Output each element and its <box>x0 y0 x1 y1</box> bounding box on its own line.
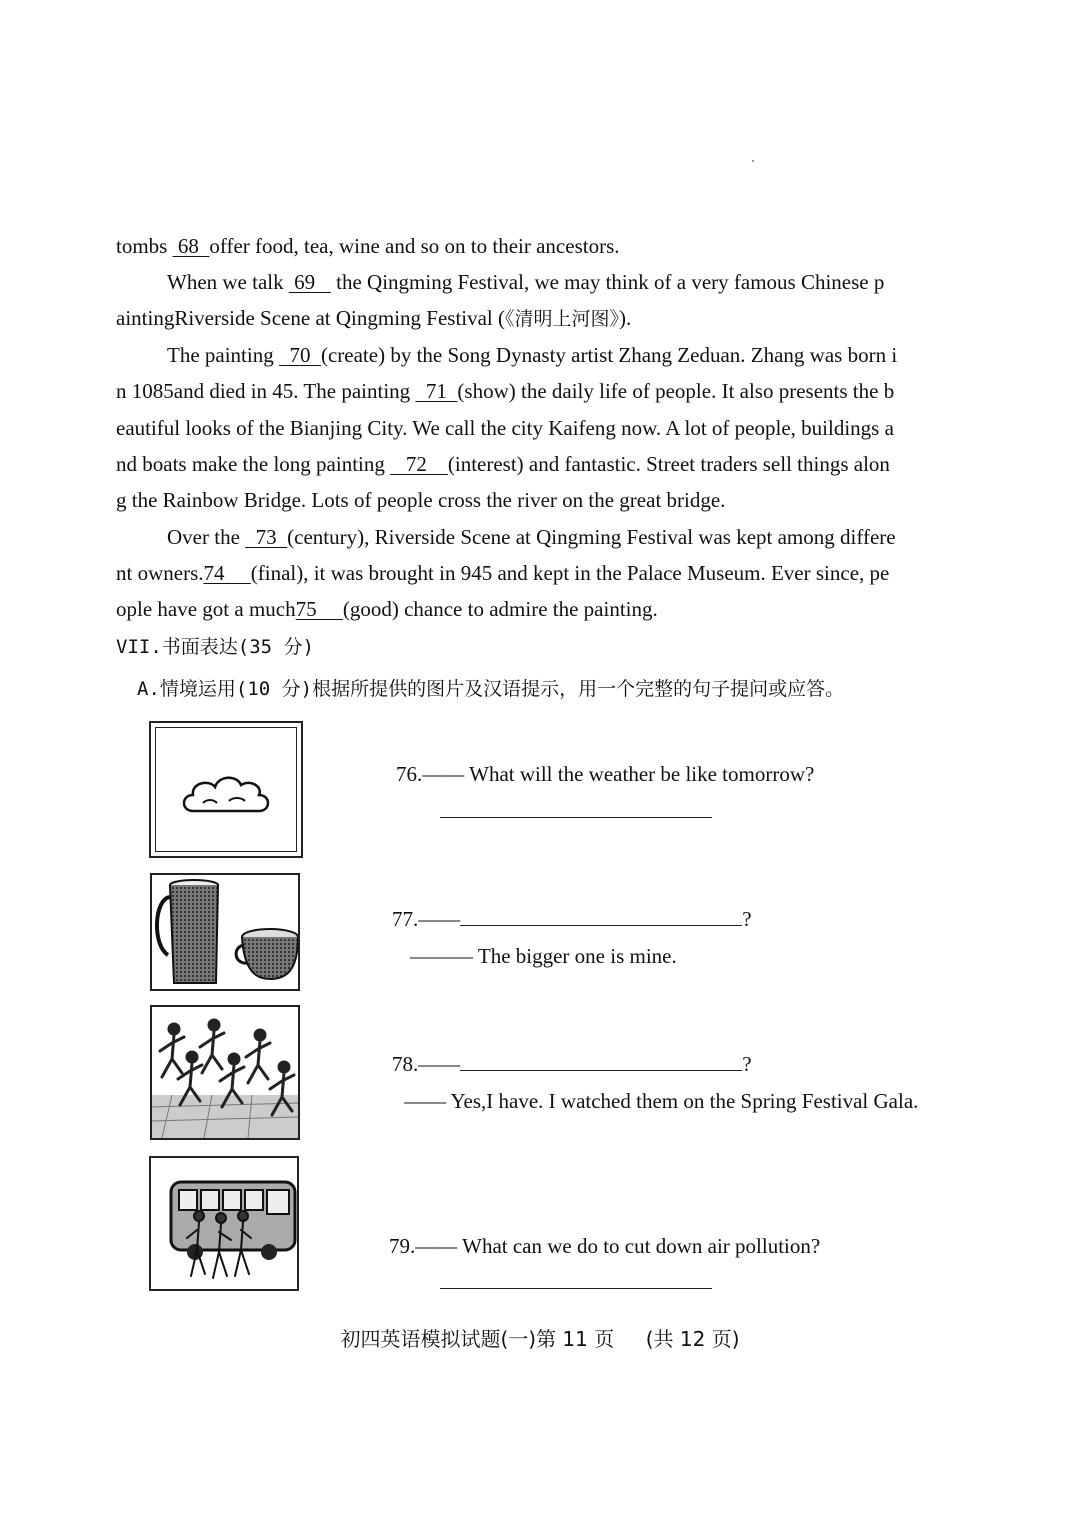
passage-line-8: g the Rainbow Bridge. Lots of people cross the river on the great bridge. <box>116 488 726 512</box>
question-76: 76.—— What will the weather be like tomorrow? <box>396 762 815 786</box>
answer-line-77[interactable] <box>460 907 742 926</box>
text-segment: The painting <box>167 343 279 367</box>
passage-line-9 <box>167 519 896 555</box>
answer-78: —— Yes,I have. I watched them on the Spring Festival Gala. <box>404 1089 919 1113</box>
text-segment: (create) by the Song Dynasty artist Zhang Zeduan. Zhang was born i <box>320 343 898 367</box>
cups-icon <box>152 875 298 989</box>
footer-total-pages: (共 12 页) <box>645 1327 740 1351</box>
footer-page-number: 初四英语模拟试题(一)第 11 页 <box>340 1327 615 1351</box>
page-footer <box>0 1323 1080 1352</box>
text-segment: nt owners. <box>116 561 204 585</box>
passage-line-6: eautiful looks of the Bianjing City. We call the city Kaifeng now. A lot of people, buildings a <box>116 416 894 440</box>
text-segment: When we talk <box>167 270 289 294</box>
text-segment: ). <box>619 306 632 330</box>
text-segment: the Qingming Festival, we may think of a very famous Chinese p <box>330 270 885 294</box>
text-segment: nd boats make the long painting <box>116 452 391 476</box>
text-segment: Over the <box>167 525 246 549</box>
text-segment: (good) chance to admire the painting. <box>342 597 658 621</box>
passage-line-2 <box>167 264 884 300</box>
passage-line-3 <box>116 300 631 337</box>
question-79: 79.—— What can we do to cut down air pollution? <box>389 1234 821 1258</box>
text-segment: ople have got a much <box>116 597 296 621</box>
passage-line-11 <box>116 591 658 627</box>
picture-frame-78 <box>150 1005 300 1140</box>
passage-line-4 <box>167 337 897 373</box>
chinese-title: 《清明上河图》 <box>505 308 620 330</box>
question-77 <box>392 907 752 932</box>
text-segment: tombs <box>116 234 173 258</box>
blank-68: 68 <box>172 234 210 258</box>
passage-line-7 <box>116 446 890 482</box>
text-segment: n 1085and died in 45. The painting <box>116 379 416 403</box>
blank-74: 74 <box>203 561 251 585</box>
bus-icon <box>151 1158 297 1289</box>
answer-line-76[interactable] <box>440 817 712 818</box>
text-segment: (show) the daily life of people. It also presents the b <box>457 379 895 403</box>
question-prefix: 78.—— <box>392 1052 461 1076</box>
text-segment: (final), it was brought in 945 and kept in the Palace Museum. Ever since, pe <box>250 561 890 585</box>
section-title: VII.书面表达(35 分) <box>116 636 314 658</box>
text-segment: (century), Riverside Scene at Qingming Festival was kept among differe <box>287 525 896 549</box>
blank-70: 70 <box>278 343 321 367</box>
passage-line-5 <box>116 373 894 409</box>
blank-71: 71 <box>415 379 458 403</box>
blank-75: 75 <box>295 597 343 621</box>
question-mark: ? <box>742 1052 752 1076</box>
text-segment: offer food, tea, wine and so on to their ancestors. <box>209 234 620 258</box>
dancers-icon <box>152 1007 298 1138</box>
question-78 <box>392 1052 752 1077</box>
picture-frame-77 <box>150 873 300 991</box>
blank-69: 69 <box>288 270 331 294</box>
answer-line-78[interactable] <box>460 1052 742 1071</box>
answer-line-79[interactable] <box>440 1288 712 1289</box>
picture-frame-76 <box>149 721 303 858</box>
answer-77: ——— The bigger one is mine. <box>410 944 677 968</box>
passage-line-10 <box>116 555 889 591</box>
section-subtitle: A.情境运用(10 分)根据所提供的图片及汉语提示，用一个完整的句子提问或应答。 <box>137 678 845 700</box>
blank-73: 73 <box>245 525 288 549</box>
scan-speck <box>752 160 754 162</box>
text-segment: aintingRiverside Scene at Qingming Festival ( <box>116 306 506 330</box>
blank-72: 72 <box>390 452 448 476</box>
cloud-icon <box>151 723 301 856</box>
question-prefix: 77.—— <box>392 907 461 931</box>
question-mark: ? <box>742 907 752 931</box>
text-segment: (interest) and fantastic. Street traders sell things alon <box>447 452 890 476</box>
passage-line-1 <box>116 228 620 264</box>
picture-frame-79 <box>149 1156 299 1291</box>
